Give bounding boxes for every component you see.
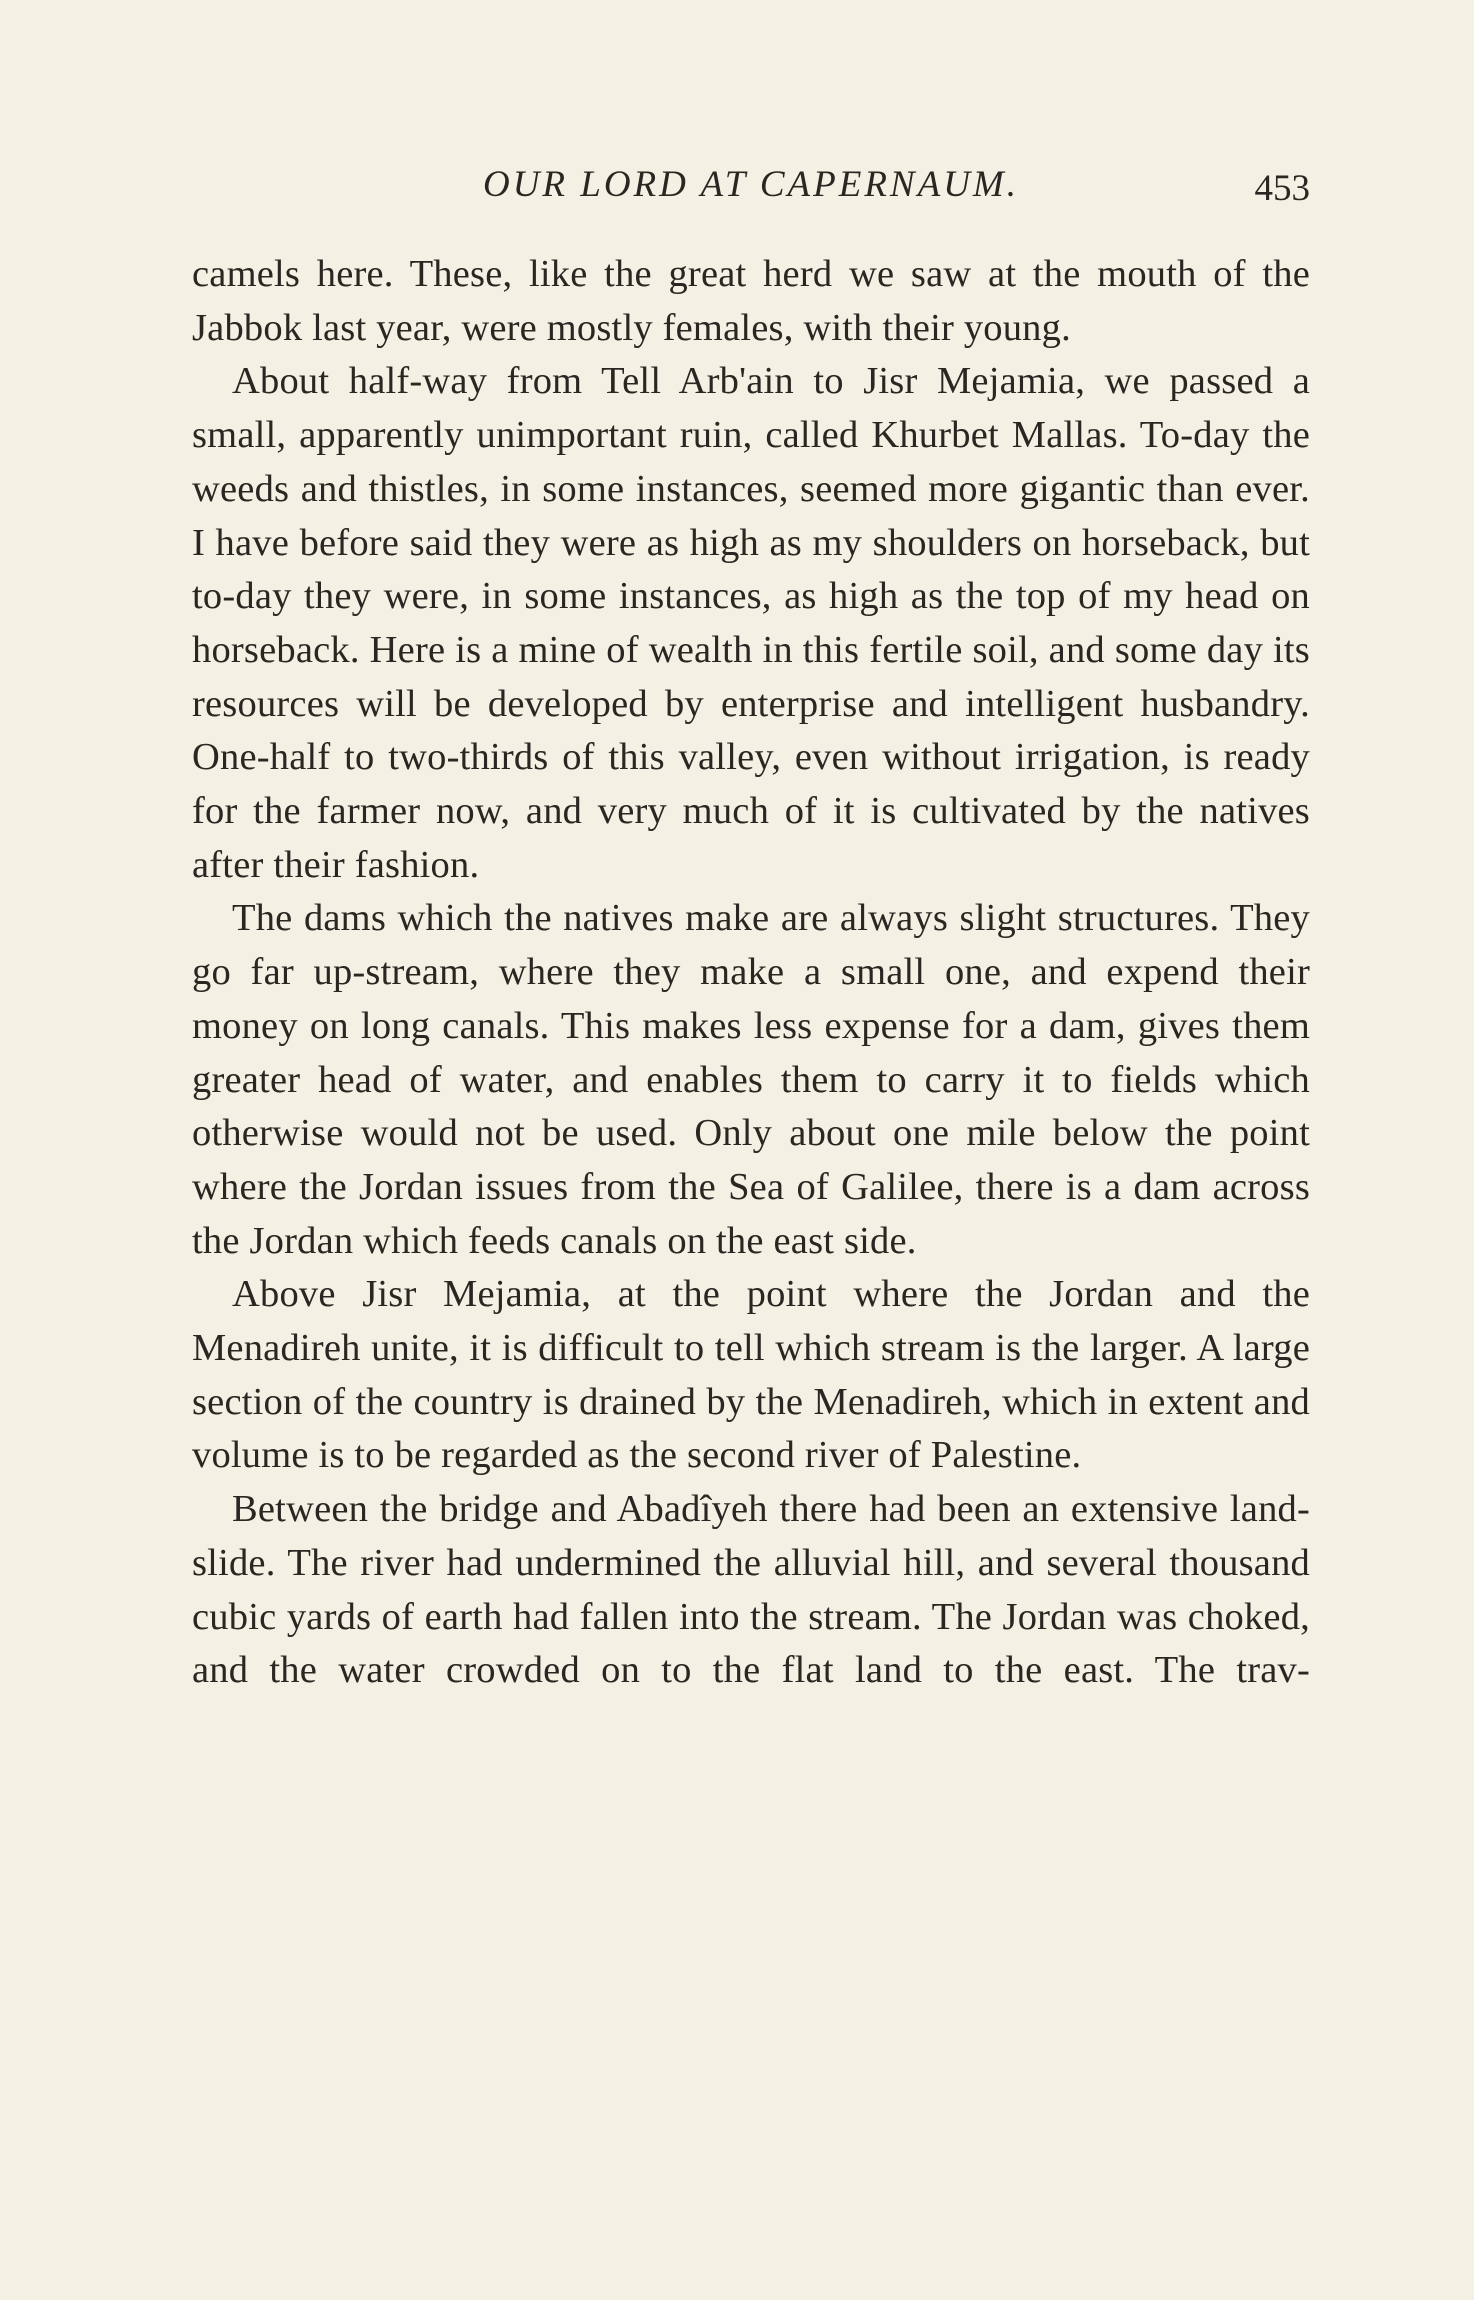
running-title: OUR LORD AT CAPERNAUM. bbox=[482, 164, 1020, 205]
paragraph-menadireh: Above Jisr Mejamia, at the point where the Jordan and the Menadireh unite, it is difficult to tell which stream is the larger. A large section of the country is drained by the Menadireh, which in extent and volume is to be regarded as the second river of Palestine. bbox=[192, 1273, 1310, 1477]
body-text bbox=[192, 248, 1310, 1698]
paragraph-land-slide: Between the bridge and Abadîyeh there had been an extensive land-slide. The river had undermined the alluvial hill, and several thousand cubic yards of earth had fallen into the stream. The Jordan was choked, and the water crowded on to the flat land to the east. The trav- bbox=[192, 1488, 1310, 1692]
page-number: 453 bbox=[1254, 168, 1310, 209]
paragraph-dams: The dams which the natives make are always slight structures. They go far up-stream, where they make a small one, and expend their money on long canals. This makes less expense for a dam, gives them greater head of water, and enables them to carry it to fields which otherwise would not be used. Only about one mile below the point where the Jordan issues from the Sea of Galilee, there is a dam across the Jordan which feeds canals on the east side. bbox=[192, 897, 1310, 1262]
paragraph-khurbet-mallas: About half-way from Tell Arb'ain to Jisr Mejamia, we passed a small, apparently unimportant ruin, called Khurbet Mallas. To-day the weeds and thistles, in some instances, seemed more gigantic than ever. I have before said they were as high as my shoulders on horseback, but to-day they were, in some instances, as high as the top of my head on horseback. Here is a mine of wealth in this fertile soil, and some day its resources will be developed by enterprise and intelligent husbandry. One-half to two-thirds of this valley, even without irrigation, is ready for the farmer now, and very much of it is cultivated by the natives after their fashion. bbox=[192, 360, 1310, 886]
running-header bbox=[192, 158, 1310, 212]
paragraph-continuation: camels here. These, like the great herd we saw at the mouth of the Jabbok last year, were mostly females, with their young. bbox=[192, 253, 1310, 349]
